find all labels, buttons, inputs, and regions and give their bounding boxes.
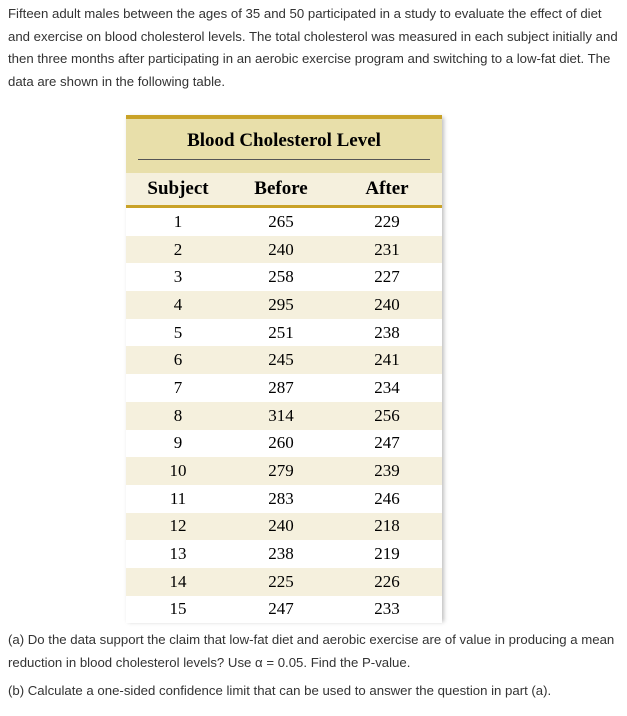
cell-before: 260 bbox=[268, 433, 294, 453]
table-row bbox=[126, 568, 442, 596]
table-row bbox=[126, 540, 442, 568]
cell-after: 247 bbox=[374, 433, 400, 453]
cell-after: 246 bbox=[374, 488, 400, 508]
cell-before: 279 bbox=[268, 461, 294, 481]
question-b: (b) Calculate a one-sided confidence limit that can be used to answer the question in part (a). bbox=[8, 683, 552, 698]
cell-subject: 11 bbox=[169, 488, 187, 508]
cell-after: 239 bbox=[374, 461, 400, 481]
cell-after: 229 bbox=[374, 211, 400, 231]
cell-subject: 12 bbox=[169, 516, 187, 536]
cell-before: 314 bbox=[268, 405, 294, 425]
cell-after: 218 bbox=[374, 516, 400, 536]
cell-subject: 2 bbox=[173, 239, 183, 259]
question-a: (a) Do the data support the claim that low-fat diet and aerobic exercise are of value in producing a mean reduction in blood cholesterol levels? Use α = 0.05. Find the P-value. bbox=[8, 632, 615, 670]
table-row bbox=[126, 402, 442, 430]
table-row bbox=[126, 596, 442, 624]
table-row bbox=[126, 485, 442, 513]
cell-after: 238 bbox=[374, 322, 400, 342]
cell-after: 226 bbox=[374, 571, 400, 591]
table-row bbox=[126, 374, 442, 402]
cell-after: 234 bbox=[374, 377, 400, 397]
cell-after: 240 bbox=[374, 294, 400, 314]
cell-subject: 8 bbox=[173, 405, 183, 425]
header-before: Before bbox=[254, 178, 308, 199]
cell-before: 295 bbox=[268, 294, 294, 314]
cell-subject: 3 bbox=[173, 267, 183, 287]
cell-before: 247 bbox=[268, 599, 294, 619]
cell-after: 241 bbox=[374, 350, 400, 370]
cell-after: 219 bbox=[374, 544, 400, 564]
table-row bbox=[126, 457, 442, 485]
cell-after: 256 bbox=[374, 405, 400, 425]
cell-after: 231 bbox=[374, 239, 400, 259]
cell-before: 265 bbox=[268, 211, 294, 231]
title-underline bbox=[138, 159, 430, 160]
cell-before: 251 bbox=[268, 322, 294, 342]
cell-subject: 7 bbox=[173, 377, 183, 397]
cell-after: 233 bbox=[374, 599, 400, 619]
table-body bbox=[126, 208, 442, 623]
cell-subject: 4 bbox=[173, 294, 183, 314]
table-row bbox=[126, 319, 442, 347]
table-row bbox=[126, 291, 442, 319]
cell-subject: 6 bbox=[173, 350, 183, 370]
table-row bbox=[126, 346, 442, 374]
header-subject: Subject bbox=[147, 178, 209, 199]
cell-before: 225 bbox=[268, 571, 294, 591]
cell-before: 287 bbox=[268, 377, 294, 397]
table-row bbox=[126, 236, 442, 264]
table-row bbox=[126, 263, 442, 291]
cell-subject: 13 bbox=[169, 544, 187, 564]
table-row bbox=[126, 513, 442, 541]
table-row bbox=[126, 430, 442, 458]
cell-before: 258 bbox=[268, 267, 294, 287]
cell-before: 240 bbox=[268, 239, 294, 259]
cell-before: 283 bbox=[268, 488, 294, 508]
cell-after: 227 bbox=[374, 267, 400, 287]
cell-before: 240 bbox=[268, 516, 294, 536]
table-header-row bbox=[126, 173, 442, 205]
cell-subject: 9 bbox=[173, 433, 183, 453]
intro-paragraph: Fifteen adult males between the ages of 35 and 50 participated in a study to evaluate the effect of diet and exercise on blood cholesterol levels. The total cholesterol was measured in each subject initially and then three months after participating in an aerobic exercise program and switching to a low-fat diet. The data are shown in the following table. bbox=[8, 6, 618, 89]
header-after: After bbox=[365, 178, 409, 199]
cell-before: 245 bbox=[268, 350, 294, 370]
cell-subject: 5 bbox=[173, 322, 183, 342]
table-row bbox=[126, 208, 442, 236]
cell-subject: 10 bbox=[169, 461, 187, 481]
cell-before: 238 bbox=[268, 544, 294, 564]
table-title: Blood Cholesterol Level bbox=[187, 130, 381, 151]
cell-subject: 14 bbox=[169, 571, 187, 591]
cholesterol-table bbox=[126, 115, 442, 620]
cell-subject: 1 bbox=[173, 211, 183, 231]
table-title-band bbox=[126, 119, 442, 173]
cell-subject: 15 bbox=[169, 599, 187, 619]
